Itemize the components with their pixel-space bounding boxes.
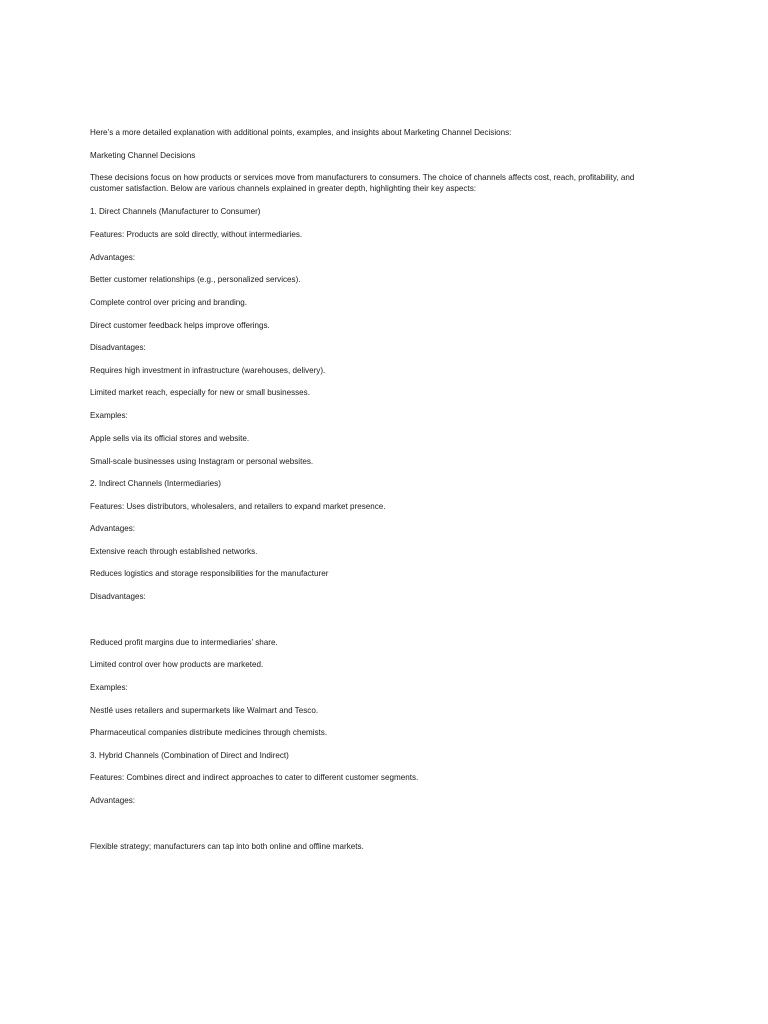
text-line: Requires high investment in infrastructure (warehouses, delivery).	[90, 366, 326, 375]
text-line: Examples:	[90, 411, 128, 420]
text-line: Features: Uses distributors, wholesalers, and retailers to expand market presence.	[90, 502, 386, 511]
text-line: Features: Combines direct and indirect approaches to cater to different customer segments.	[90, 773, 419, 782]
text-line: Small-scale businesses using Instagram or personal websites.	[90, 457, 314, 466]
text-line: Limited control over how products are marketed.	[90, 660, 264, 669]
text-line: Flexible strategy; manufacturers can tap into both online and offline markets.	[90, 842, 364, 851]
section-heading-hybrid: 3. Hybrid Channels (Combination of Direct and Indirect)	[90, 751, 289, 760]
text-line: Limited market reach, especially for new or small businesses.	[90, 388, 310, 397]
text-line: Reduces logistics and storage responsibilities for the manufacturer	[90, 569, 329, 578]
text-line: Reduced profit margins due to intermediaries’ share.	[90, 638, 278, 647]
text-line: Examples:	[90, 683, 128, 692]
text-line: Disadvantages:	[90, 343, 146, 352]
text-line: Complete control over pricing and branding.	[90, 298, 248, 307]
text-line: Direct customer feedback helps improve offerings.	[90, 321, 270, 330]
section-heading-indirect: 2. Indirect Channels (Intermediaries)	[90, 479, 221, 488]
intro-text: Here’s a more detailed explanation with additional points, examples, and insights about Marketing Channel Decisions:	[90, 128, 512, 137]
document-heading: Marketing Channel Decisions	[90, 151, 196, 160]
text-line: Extensive reach through established networks.	[90, 547, 258, 556]
overview-paragraph: These decisions focus on how products or services move from manufacturers to consumers. The choice of channels affects cost, reach, profitability, and customer satisfaction. Below are various channels explained in greater depth, highlighting their key aspects:	[90, 173, 635, 193]
text-line: Features: Products are sold directly, without intermediaries.	[90, 230, 303, 239]
text-line: Advantages:	[90, 524, 135, 533]
text-line: Pharmaceutical companies distribute medicines through chemists.	[90, 728, 328, 737]
text-line: Nestlé uses retailers and supermarkets like Walmart and Tesco.	[90, 706, 319, 715]
text-line: Apple sells via its official stores and website.	[90, 434, 250, 443]
text-line: Better customer relationships (e.g., personalized services).	[90, 275, 301, 284]
text-line: Advantages:	[90, 253, 135, 262]
text-line: Disadvantages:	[90, 592, 146, 601]
section-heading-direct: 1. Direct Channels (Manufacturer to Consumer)	[90, 207, 261, 216]
text-line: Advantages:	[90, 796, 135, 805]
